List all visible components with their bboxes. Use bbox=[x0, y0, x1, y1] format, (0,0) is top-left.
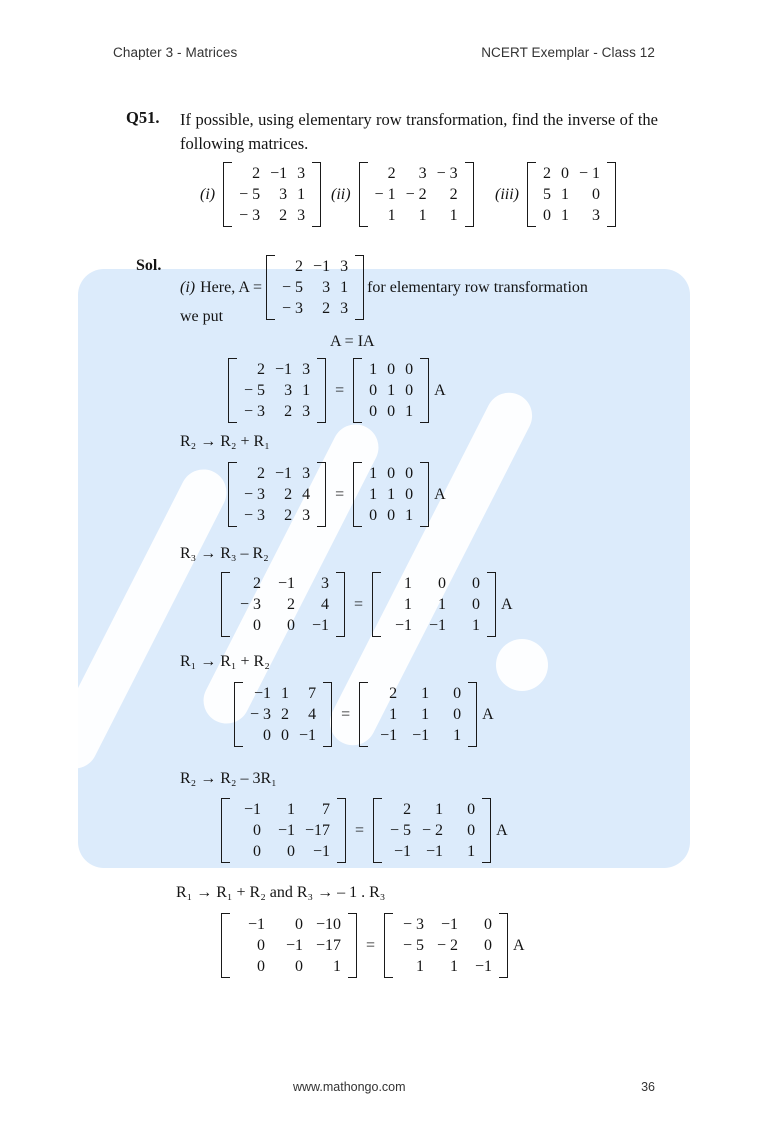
matrix-cell: −1 bbox=[243, 801, 261, 818]
matrix-cell: 1 bbox=[438, 596, 447, 613]
matrix-cell: − 1 bbox=[374, 186, 396, 203]
matrix-cell: 3 bbox=[297, 165, 306, 182]
matrix-cell: 1 bbox=[561, 186, 569, 203]
matrix-cell: 2 bbox=[257, 361, 266, 378]
matrix-cell: 3 bbox=[418, 165, 427, 182]
matrix-cell: 1 bbox=[340, 279, 349, 296]
step-4-tail: A bbox=[496, 821, 508, 839]
matrix-cell: 0 bbox=[467, 822, 476, 839]
matrix-cell: 0 bbox=[257, 958, 265, 975]
matrix-cell: 1 bbox=[467, 843, 476, 860]
bracket-left bbox=[221, 913, 230, 978]
matrix-cell: −17 bbox=[315, 937, 341, 954]
step-3-tail: A bbox=[482, 705, 494, 723]
step-5-equation bbox=[221, 913, 525, 978]
bracket-left bbox=[384, 913, 393, 978]
bracket-right bbox=[317, 358, 326, 423]
question-part-iii bbox=[495, 162, 616, 227]
matrix-cell: − 5 bbox=[244, 382, 266, 399]
question-part-ii bbox=[331, 162, 474, 227]
matrix-cell: 0 bbox=[295, 916, 303, 933]
bracket-right bbox=[312, 162, 321, 227]
matrix-cell: 1 bbox=[404, 575, 413, 592]
matrix-cell: 0 bbox=[387, 403, 396, 420]
matrix-cell: 0 bbox=[561, 165, 569, 182]
matrix-cell: −1 bbox=[394, 843, 412, 860]
question-text: If possible, using elementary row transformation, find the inverse of the following matrices. bbox=[180, 110, 658, 153]
matrix-cell: −1 bbox=[277, 575, 295, 592]
bracket-right bbox=[487, 572, 496, 637]
bracket-left bbox=[353, 462, 362, 527]
matrix-cell: 2 bbox=[543, 165, 551, 182]
matrix-cell: −1 bbox=[426, 843, 444, 860]
matrix-cell: −1 bbox=[254, 685, 272, 702]
bracket-left bbox=[221, 572, 230, 637]
matrix-cell: 2 bbox=[279, 207, 288, 224]
matrix-cell: 3 bbox=[302, 361, 311, 378]
solution-lead-text: Here, A = bbox=[200, 278, 263, 296]
matrix-cell: −1 bbox=[475, 958, 493, 975]
matrix-cell: 1 bbox=[449, 207, 458, 224]
matrix-cell: 0 bbox=[257, 937, 265, 954]
matrix-cell: −1 bbox=[275, 361, 293, 378]
step-3-right-matrix bbox=[359, 682, 477, 747]
matrix-cell: 1 bbox=[281, 685, 290, 702]
matrix-cell: 1 bbox=[421, 685, 430, 702]
bracket-right bbox=[317, 462, 326, 527]
matrix-cell: − 5 bbox=[282, 279, 304, 296]
matrix-part-ii bbox=[359, 162, 474, 227]
matrix-cell: 0 bbox=[453, 685, 462, 702]
bracket-right bbox=[420, 462, 429, 527]
step-5-operation: R₁ → R₁ + R₂ and R₃ → – 1 . R₃ bbox=[176, 884, 386, 901]
matrix-A bbox=[266, 255, 364, 320]
matrix-cell: 0 bbox=[253, 843, 261, 860]
matrix-cell: −1 bbox=[299, 727, 317, 744]
matrix-cell: − 2 bbox=[405, 186, 427, 203]
matrix-cell: 1 bbox=[404, 596, 413, 613]
bracket-left bbox=[266, 255, 275, 320]
matrix-cell: −10 bbox=[315, 916, 341, 933]
matrix-cell: 0 bbox=[295, 958, 303, 975]
matrix-cell: 0 bbox=[484, 937, 493, 954]
matrix-cell: 0 bbox=[281, 727, 290, 744]
matrix-cell: 0 bbox=[387, 465, 396, 482]
a-equals-ia-text: A = IA bbox=[330, 333, 375, 350]
matrix-cell: 1 bbox=[387, 207, 396, 224]
matrix-cell: 3 bbox=[322, 279, 331, 296]
step-1-equation bbox=[228, 462, 446, 527]
matrix-cell: − 3 bbox=[244, 507, 266, 524]
matrix-cell: 1 bbox=[287, 801, 295, 818]
matrix-cell: −1 bbox=[270, 165, 288, 182]
matrix-cell: − 3 bbox=[403, 916, 425, 933]
matrix-cell: − 3 bbox=[250, 706, 272, 723]
matrix-cell: −1 bbox=[412, 727, 430, 744]
matrix-cell: 0 bbox=[543, 207, 551, 224]
matrix-cell: − 3 bbox=[239, 207, 261, 224]
matrix-cell: 1 bbox=[561, 207, 569, 224]
matrix-cell: 3 bbox=[302, 403, 311, 420]
matrix-cell: 3 bbox=[297, 207, 306, 224]
matrix-cell: 3 bbox=[340, 300, 349, 317]
matrix-cell: − 2 bbox=[437, 937, 459, 954]
matrix-cell: 3 bbox=[284, 382, 293, 399]
bracket-left bbox=[373, 798, 382, 863]
matrix-cell: 1 bbox=[416, 958, 425, 975]
matrix-cell: − 3 bbox=[244, 486, 266, 503]
step-5-right-matrix bbox=[384, 913, 508, 978]
matrix-cell: 0 bbox=[405, 361, 414, 378]
bracket-left bbox=[372, 572, 381, 637]
matrix-cell: 7 bbox=[308, 685, 317, 702]
step-0-left-matrix bbox=[228, 358, 326, 423]
matrix-cell: − 3 bbox=[436, 165, 458, 182]
matrix-cell: 2 bbox=[449, 186, 458, 203]
step-0-right-matrix bbox=[353, 358, 429, 423]
bracket-left bbox=[221, 798, 230, 863]
matrix-cell: 3 bbox=[279, 186, 288, 203]
matrix-cell: 0 bbox=[263, 727, 272, 744]
equals-sign: = bbox=[354, 595, 364, 613]
matrix-cell: 0 bbox=[369, 507, 378, 524]
matrix-cell: 5 bbox=[543, 186, 551, 203]
matrix-cell: − 5 bbox=[239, 186, 261, 203]
matrix-cell: 2 bbox=[403, 801, 412, 818]
bracket-right bbox=[348, 913, 357, 978]
matrix-cell: 1 bbox=[302, 382, 311, 399]
question-part-i bbox=[200, 162, 321, 227]
matrix-cell: 0 bbox=[472, 596, 481, 613]
matrix-cell: 1 bbox=[389, 706, 398, 723]
bracket-left bbox=[353, 358, 362, 423]
matrix-cell: 1 bbox=[369, 465, 378, 482]
step-4-operation: R₂ → R₂ – 3R₁ bbox=[180, 770, 277, 787]
matrix-cell: 4 bbox=[302, 486, 311, 503]
matrix-cell: 0 bbox=[438, 575, 447, 592]
matrix-cell: 3 bbox=[340, 258, 349, 275]
matrix-cell: −1 bbox=[311, 617, 329, 634]
matrix-cell: 1 bbox=[472, 617, 481, 634]
footer-page-number: 36 bbox=[641, 1080, 655, 1094]
matrix-cell: 2 bbox=[253, 575, 261, 592]
equals-sign: = bbox=[341, 705, 351, 723]
matrix-cell: 1 bbox=[387, 486, 396, 503]
matrix-cell: − 3 bbox=[239, 596, 261, 613]
we-put-text: we put bbox=[180, 308, 224, 325]
equals-sign: = bbox=[355, 821, 365, 839]
matrix-cell: 0 bbox=[405, 465, 414, 482]
step-1-right-matrix bbox=[353, 462, 429, 527]
matrix-cell: 1 bbox=[405, 507, 414, 524]
matrix-cell: 0 bbox=[484, 916, 493, 933]
matrix-cell: − 5 bbox=[390, 822, 412, 839]
matrix-cell: 1 bbox=[369, 486, 378, 503]
matrix-cell: 0 bbox=[369, 403, 378, 420]
bracket-right bbox=[355, 255, 364, 320]
bracket-left bbox=[223, 162, 232, 227]
bracket-left bbox=[234, 682, 243, 747]
solution-lead-row bbox=[180, 255, 588, 320]
bracket-right bbox=[482, 798, 491, 863]
matrix-cell: 2 bbox=[295, 258, 304, 275]
matrix-cell: 7 bbox=[322, 801, 331, 818]
matrix-cell: 0 bbox=[453, 706, 462, 723]
matrix-cell: 2 bbox=[387, 165, 396, 182]
matrix-cell: 2 bbox=[287, 596, 295, 613]
equals-sign: = bbox=[366, 936, 376, 954]
step-1-left-matrix bbox=[228, 462, 326, 527]
matrix-cell: − 1 bbox=[579, 165, 601, 182]
matrix-cell: −1 bbox=[313, 258, 331, 275]
bracket-right bbox=[607, 162, 616, 227]
step-4-left-matrix bbox=[221, 798, 346, 863]
matrix-cell: −17 bbox=[305, 822, 331, 839]
matrix-cell: −1 bbox=[247, 916, 265, 933]
matrix-cell: 4 bbox=[321, 596, 329, 613]
step-5-tail: A bbox=[513, 936, 525, 954]
matrix-cell: 0 bbox=[253, 617, 261, 634]
matrix-cell: −1 bbox=[285, 937, 303, 954]
step-1-operation: R₂ → R₂ + R₁ bbox=[180, 433, 270, 450]
matrix-cell: 2 bbox=[252, 165, 261, 182]
bracket-right bbox=[336, 572, 345, 637]
matrix-cell: 0 bbox=[387, 361, 396, 378]
matrix-cell: 2 bbox=[281, 706, 290, 723]
solution-tail-text: for elementary row transformation bbox=[367, 278, 588, 296]
part-tag-ii: (ii) bbox=[331, 185, 351, 203]
bracket-left bbox=[228, 462, 237, 527]
matrix-cell: 1 bbox=[405, 403, 414, 420]
step-1-tail: A bbox=[434, 485, 446, 503]
matrix-cell: 1 bbox=[453, 727, 462, 744]
matrix-cell: 1 bbox=[435, 801, 444, 818]
bracket-left bbox=[359, 162, 368, 227]
header-book-title: NCERT Exemplar - Class 12 bbox=[481, 45, 655, 60]
matrix-cell: − 5 bbox=[403, 937, 425, 954]
matrix-cell: 3 bbox=[592, 207, 601, 224]
matrix-cell: 1 bbox=[418, 207, 427, 224]
step-3-left-matrix bbox=[234, 682, 332, 747]
step-3-equation bbox=[234, 682, 494, 747]
matrix-cell: 0 bbox=[405, 382, 414, 399]
matrix-cell: −1 bbox=[395, 617, 413, 634]
matrix-cell: −1 bbox=[429, 617, 447, 634]
matrix-cell: 2 bbox=[389, 685, 398, 702]
matrix-cell: 0 bbox=[472, 575, 481, 592]
matrix-cell: −1 bbox=[441, 916, 459, 933]
step-2-tail: A bbox=[501, 595, 513, 613]
matrix-cell: −1 bbox=[380, 727, 398, 744]
solution-label: Sol. bbox=[136, 257, 162, 274]
matrix-cell: 3 bbox=[302, 465, 311, 482]
matrix-cell: 1 bbox=[333, 958, 341, 975]
bracket-right bbox=[323, 682, 332, 747]
matrix-cell: − 2 bbox=[422, 822, 444, 839]
matrix-cell: 2 bbox=[284, 486, 293, 503]
solution-part-tag: (i) bbox=[180, 278, 196, 296]
matrix-cell: 0 bbox=[592, 186, 601, 203]
step-4-equation bbox=[221, 798, 508, 863]
bracket-left bbox=[359, 682, 368, 747]
part-tag-iii: (iii) bbox=[495, 185, 519, 203]
step-0-tail: A bbox=[434, 381, 446, 399]
bracket-left bbox=[527, 162, 536, 227]
matrix-cell: − 3 bbox=[244, 403, 266, 420]
part-tag-i: (i) bbox=[200, 185, 216, 203]
question-number: Q51. bbox=[126, 108, 160, 127]
matrix-cell: 0 bbox=[287, 617, 295, 634]
matrix-cell: 0 bbox=[467, 801, 476, 818]
matrix-cell: −1 bbox=[275, 465, 293, 482]
matrix-part-iii bbox=[527, 162, 616, 227]
matrix-cell: 1 bbox=[387, 382, 396, 399]
step-4-right-matrix bbox=[373, 798, 491, 863]
bracket-right bbox=[468, 682, 477, 747]
step-2-operation: R₃ → R₃ – R₂ bbox=[180, 545, 269, 562]
header-chapter-title: Chapter 3 - Matrices bbox=[113, 45, 238, 60]
bracket-right bbox=[465, 162, 474, 227]
step-2-equation bbox=[221, 572, 513, 637]
matrix-cell: − 3 bbox=[282, 300, 304, 317]
matrix-cell: 1 bbox=[369, 361, 378, 378]
matrix-cell: 3 bbox=[302, 507, 311, 524]
bracket-right bbox=[337, 798, 346, 863]
matrix-cell: −1 bbox=[313, 843, 331, 860]
matrix-cell: 2 bbox=[257, 465, 266, 482]
step-0-equation bbox=[228, 358, 446, 423]
matrix-cell: 2 bbox=[284, 507, 293, 524]
matrix-part-i bbox=[223, 162, 321, 227]
bracket-right bbox=[499, 913, 508, 978]
step-3-operation: R₁ → R₁ + R₂ bbox=[180, 653, 270, 670]
matrix-cell: 1 bbox=[450, 958, 459, 975]
bracket-right bbox=[420, 358, 429, 423]
matrix-cell: 3 bbox=[321, 575, 329, 592]
equals-sign: = bbox=[335, 485, 345, 503]
matrix-cell: 0 bbox=[405, 486, 414, 503]
footer-website-url: www.mathongo.com bbox=[293, 1080, 406, 1094]
matrix-cell: 0 bbox=[369, 382, 378, 399]
step-2-right-matrix bbox=[372, 572, 496, 637]
matrix-cell: −1 bbox=[277, 822, 295, 839]
matrix-cell: 0 bbox=[287, 843, 295, 860]
matrix-cell: 1 bbox=[297, 186, 306, 203]
step-5-left-matrix bbox=[221, 913, 357, 978]
matrix-cell: 4 bbox=[308, 706, 317, 723]
matrix-cell: 0 bbox=[253, 822, 261, 839]
step-2-left-matrix bbox=[221, 572, 345, 637]
matrix-cell: 1 bbox=[421, 706, 430, 723]
bracket-left bbox=[228, 358, 237, 423]
matrix-cell: 0 bbox=[387, 507, 396, 524]
equals-sign: = bbox=[335, 381, 345, 399]
matrix-cell: 2 bbox=[322, 300, 331, 317]
matrix-cell: 2 bbox=[284, 403, 293, 420]
